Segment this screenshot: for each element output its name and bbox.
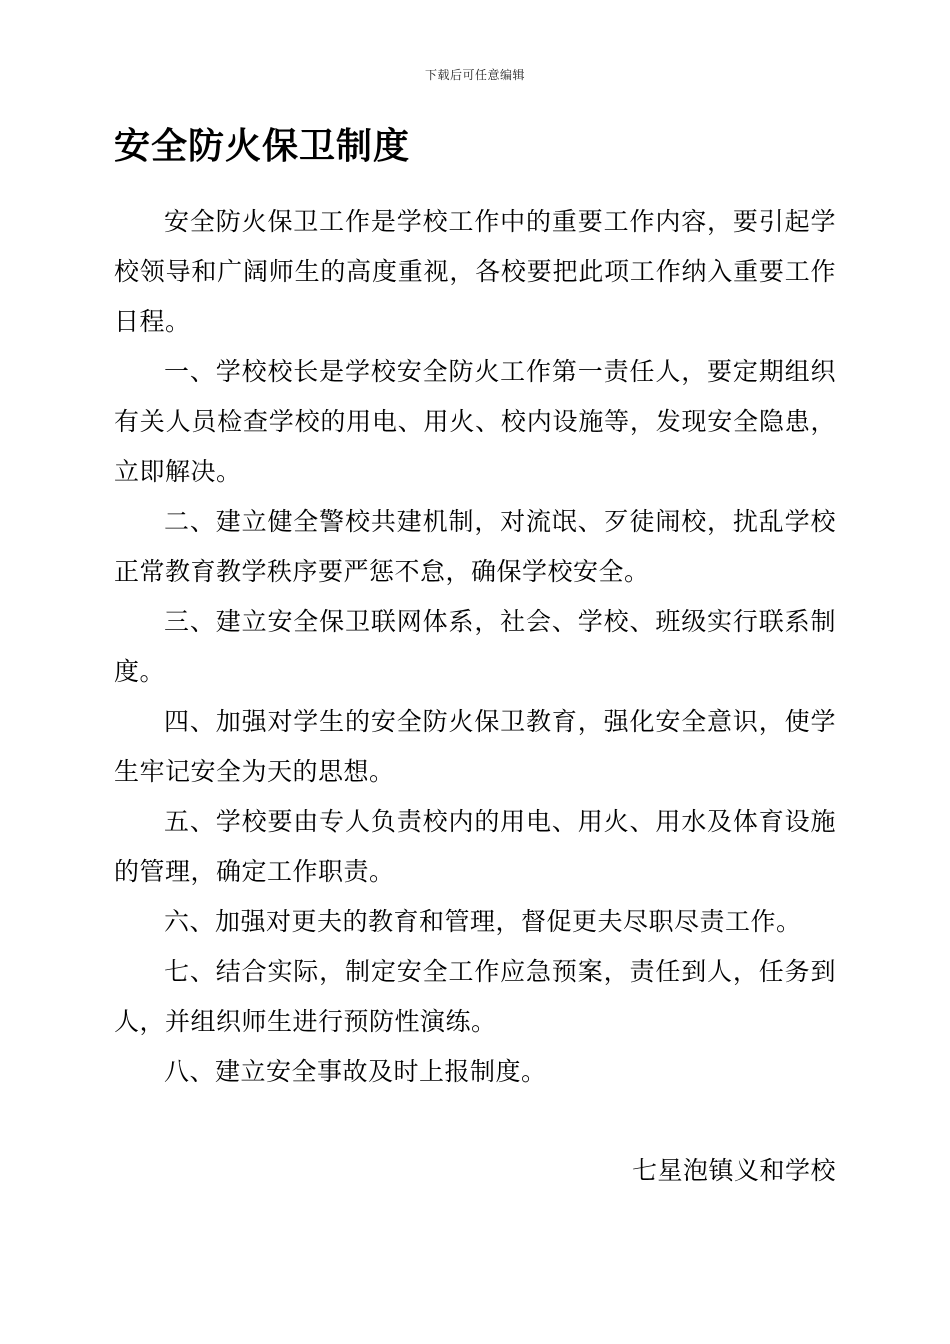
rule-paragraph-1: 一、学校校长是学校安全防火工作第一责任人，要定期组织有关人员检查学校的用电、用火、校内设施等，发现安全隐患，立即解决。 <box>114 357 836 486</box>
rule-paragraph-5: 五、学校要由专人负责校内的用电、用火、用水及体育设施的管理，确定工作职责。 <box>114 807 836 886</box>
intro-paragraph: 安全防火保卫工作是学校工作中的重要工作内容，要引起学校领导和广阔师生的高度重视，各校要把此项工作纳入重要工作日程。 <box>114 207 836 336</box>
document-body <box>114 197 836 1097</box>
header-note: 下载后可任意编辑 <box>424 68 525 82</box>
rule-paragraph-3: 三、建立安全保卫联网体系，社会、学校、班级实行联系制度。 <box>114 607 836 686</box>
rule-paragraph-7: 七、结合实际，制定安全工作应急预案，责任到人，任务到人，并组织师生进行预防性演练。 <box>114 957 836 1036</box>
rule-paragraph-6: 六、加强对更夫的教育和管理，督促更夫尽职尽责工作。 <box>164 907 802 936</box>
signature: 七星泡镇义和学校 <box>631 1156 836 1185</box>
rule-paragraph-4: 四、加强对学生的安全防火保卫教育，强化安全意识，使学生牢记安全为天的思想。 <box>114 707 836 786</box>
page-title: 安全防火保卫制度 <box>114 126 411 167</box>
rule-paragraph-8: 八、建立安全事故及时上报制度。 <box>164 1057 547 1086</box>
rule-paragraph-2: 二、建立健全警校共建机制，对流氓、歹徒闹校，扰乱学校正常教育教学秩序要严惩不怠，确保学校安全。 <box>114 507 836 586</box>
